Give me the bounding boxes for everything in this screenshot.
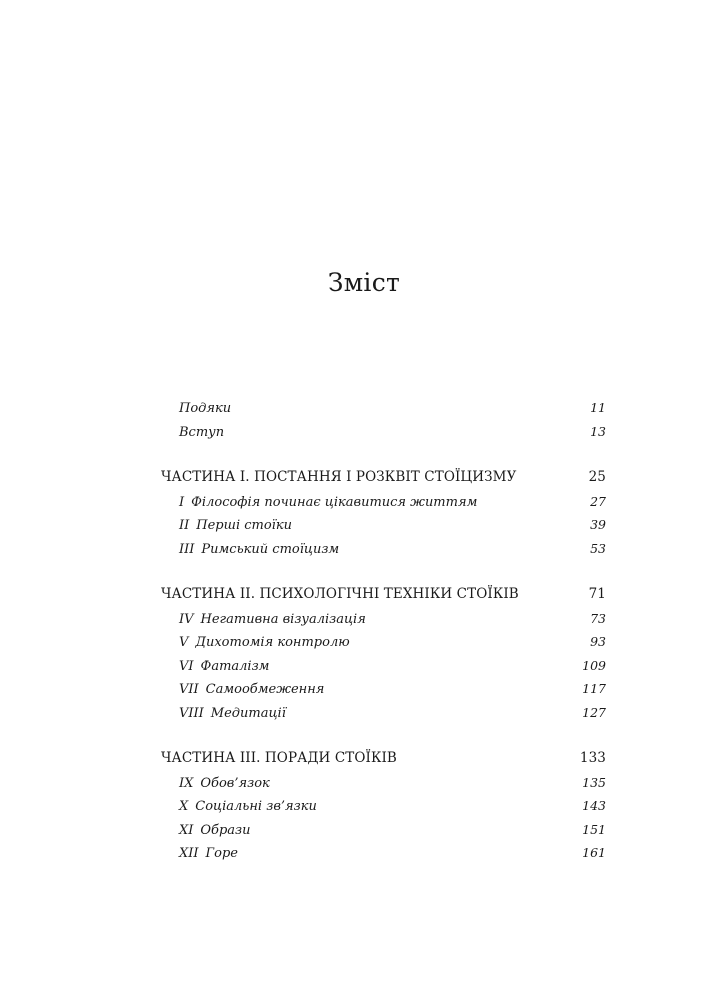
toc-entry-introduction[interactable] [161, 420, 606, 444]
toc-chapter[interactable] [161, 630, 606, 654]
toc-chapter[interactable] [161, 654, 606, 678]
toc-chapter[interactable] [161, 607, 606, 631]
chapter-title: Дихотомія контролю [195, 635, 350, 650]
chapter-number: VIII [179, 705, 204, 721]
toc-entry-label: Вступ [179, 424, 225, 440]
chapter-page: 143 [582, 798, 606, 813]
chapter-page: 161 [582, 845, 606, 860]
toc-chapter[interactable] [161, 513, 606, 537]
chapter-title: Образи [200, 822, 251, 838]
toc-entry-page: 11 [590, 400, 606, 415]
toc-chapter[interactable] [161, 701, 606, 725]
chapter-number: IX [179, 775, 194, 791]
toc-chapter[interactable] [161, 818, 606, 842]
toc-entry-acknowledgements[interactable] [161, 396, 606, 420]
chapter-title: Соціальні зв’язки [195, 799, 317, 814]
chapter-title: Фаталізм [200, 658, 270, 674]
toc-entry-page: 13 [590, 423, 606, 439]
chapter-number: XII [179, 846, 199, 861]
chapter-title: Римський стоїцизм [201, 541, 340, 557]
chapter-page: 73 [590, 610, 606, 626]
chapter-number: I [179, 494, 185, 510]
chapter-title: Горе [205, 846, 238, 861]
chapter-number: XI [179, 822, 194, 838]
chapter-page: 127 [582, 704, 606, 720]
toc-part-page: 133 [579, 750, 606, 766]
toc-chapter[interactable] [161, 537, 606, 561]
chapter-number: II [179, 518, 190, 533]
chapter-title: Обов’язок [200, 775, 270, 791]
chapter-page: 27 [590, 493, 606, 509]
toc-chapter[interactable] [161, 677, 606, 701]
spacer [161, 724, 606, 747]
chapter-number: VI [179, 658, 194, 674]
toc-part-label: ЧАСТИНА III. ПОРАДИ СТОЇКІВ [161, 750, 397, 766]
toc-part-3[interactable] [161, 747, 606, 771]
chapter-page: 135 [582, 774, 606, 790]
chapter-title: Філософія починає цікавитися життям [191, 494, 478, 510]
toc-part-page: 25 [588, 469, 606, 485]
table-of-contents [161, 396, 606, 865]
chapter-page: 39 [590, 517, 606, 532]
toc-chapter[interactable] [161, 771, 606, 795]
toc-chapter[interactable] [161, 841, 606, 865]
spacer [161, 443, 606, 466]
chapter-number: V [179, 635, 189, 650]
chapter-page: 93 [590, 634, 606, 649]
toc-part-label: ЧАСТИНА II. ПСИХОЛОГІЧНІ ТЕХНІКИ СТОЇКІВ [161, 586, 519, 602]
spacer [161, 560, 606, 583]
toc-chapter[interactable] [161, 794, 606, 818]
chapter-number: VII [179, 682, 199, 697]
toc-part-2[interactable] [161, 583, 606, 607]
chapter-number: X [179, 799, 189, 814]
chapter-page: 53 [590, 540, 606, 556]
toc-part-page: 71 [588, 586, 606, 602]
chapter-number: III [179, 541, 195, 557]
toc-part-label: ЧАСТИНА I. ПОСТАННЯ І РОЗКВІТ СТОЇЦИЗМУ [161, 469, 517, 485]
toc-part-1[interactable] [161, 466, 606, 490]
chapter-title: Медитації [210, 705, 286, 721]
chapter-page: 109 [582, 657, 606, 673]
chapter-title: Негативна візуалізація [200, 611, 366, 627]
chapter-title: Самообмеження [205, 682, 325, 697]
chapter-number: IV [179, 611, 194, 627]
chapter-page: 117 [582, 681, 606, 696]
chapter-title: Перші стоїки [196, 518, 292, 533]
page-title: Зміст [327, 268, 401, 297]
chapter-page: 151 [582, 821, 606, 837]
toc-chapter[interactable] [161, 490, 606, 514]
toc-entry-label: Подяки [179, 401, 232, 416]
